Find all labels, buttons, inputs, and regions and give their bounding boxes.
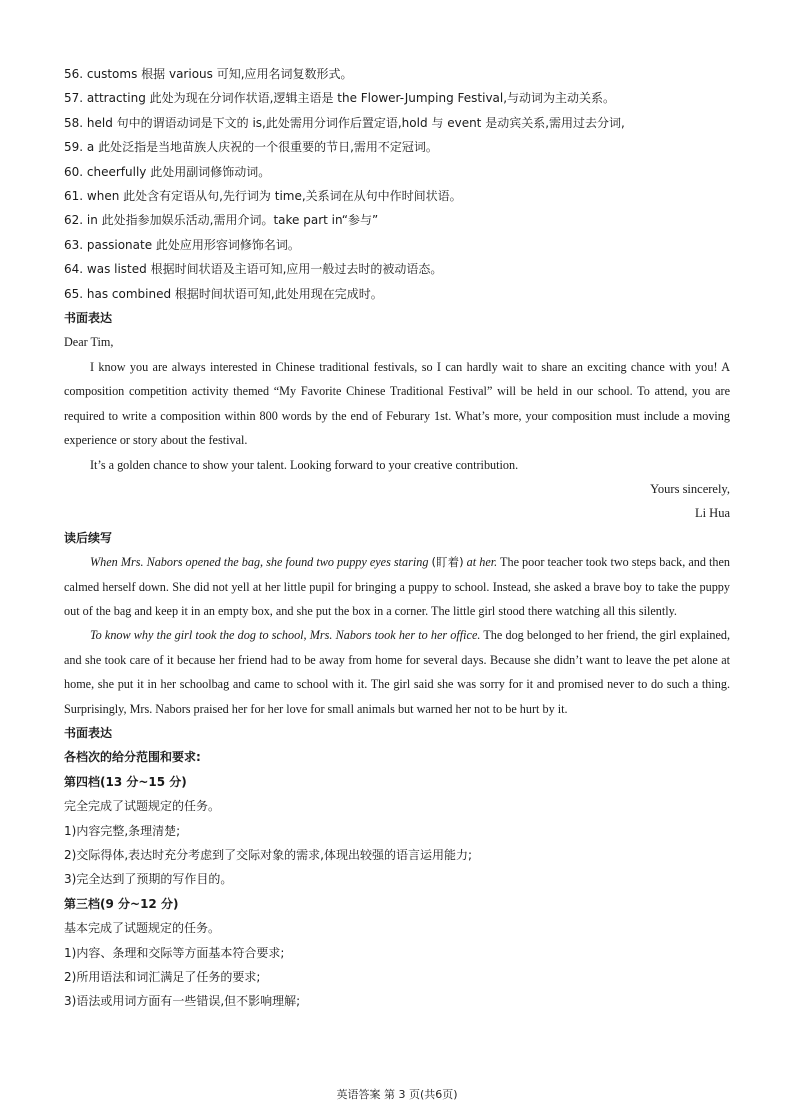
tier-3-line: 基本完成了试题规定的任务。 xyxy=(64,921,221,936)
answer-65: 65. has combined 根据时间状语可知,此处用现在完成时。 xyxy=(64,286,383,301)
tier-4-title: 第四档(13 分~15 分) xyxy=(64,774,187,789)
continuation-paragraph-2 xyxy=(64,623,730,721)
continuation-paragraph-1 xyxy=(64,550,730,623)
letter-body-2: It’s a golden chance to show your talent. Looking forward to your creative contribution. xyxy=(90,457,519,472)
page-content xyxy=(64,62,730,1014)
gloss-staring: (盯着) xyxy=(431,555,464,570)
section-heading-writing: 书面表达 xyxy=(64,311,113,326)
answer-57: 57. attracting 此处为现在分词作状语,逻辑主语是 the Flower-Jumping Festival,与动词为主动关系。 xyxy=(64,91,616,106)
paragraph-1-opening: When Mrs. Nabors opened the bag, she found two puppy eyes staring xyxy=(90,555,429,570)
answer-61: 61. when 此处含有定语从句,先行词为 time,关系词在从句中作时间状语。 xyxy=(64,189,462,204)
paragraph-1-opening-end: at her. xyxy=(466,555,498,570)
letter-closing: Yours sincerely, xyxy=(650,481,730,496)
tier-4-line: 1)内容完整,条理清楚; xyxy=(64,823,181,838)
paragraph-2-opening: To know why the girl took the dog to school, Mrs. Nabors took her to her office. xyxy=(90,628,481,643)
answer-59: 59. a 此处泛指是当地苗族人庆祝的一个很重要的节日,需用不定冠词。 xyxy=(64,140,438,155)
answer-60: 60. cheerfully 此处用副词修饰动词。 xyxy=(64,164,271,179)
answer-64: 64. was listed 根据时间状语及主语可知,应用一般过去时的被动语态。 xyxy=(64,262,443,277)
paragraph-1-text: The poor teacher took two steps back, and then calmed herself down. She did not yell at her little pupil for bringing a puppy to school. Instead, she asked a brave boy to take the puppy out of the bag and keep it in an empty box, and she put the box in a corner. The little girl stood there watching all this silently. xyxy=(64,555,731,618)
tier-3-title: 第三档(9 分~12 分) xyxy=(64,896,179,911)
tier-3-line: 3)语法或用词方面有一些错误,但不影响理解; xyxy=(64,994,301,1009)
page-footer: 英语答案 第 3 页(共6页) xyxy=(336,1088,458,1101)
scoring-subheading: 各档次的给分范围和要求: xyxy=(64,750,201,765)
tier-3-line: 1)内容、条理和交际等方面基本符合要求; xyxy=(64,945,285,960)
letter-signature: Li Hua xyxy=(694,506,730,521)
answer-62: 62. in 此处指参加娱乐活动,需用介词。take part in“参与” xyxy=(64,213,379,228)
tier-4-line: 2)交际得体,表达时充分考虑到了交际对象的需求,体现出较强的语言运用能力; xyxy=(64,848,472,862)
tier-4-line: 3)完全达到了预期的写作目的。 xyxy=(64,872,233,887)
tier-4-line: 完全完成了试题规定的任务。 xyxy=(64,799,221,814)
section-heading-scoring: 书面表达 xyxy=(64,725,113,740)
tier-3-line: 2)所用语法和词汇满足了任务的要求; xyxy=(64,970,261,985)
letter-greeting: Dear Tim, xyxy=(64,335,114,350)
answer-58: 58. held 句中的谓语动词是下文的 is,此处需用分词作后置定语,hold 与 event 是动宾关系,需用过去分词, xyxy=(64,115,625,130)
paragraph-2-text: The dog belonged to her friend, the girl explained, and she took care of it because her friend had to be away from home for several days. Because she didn’t want to leave the pet alone at home, she put it in her schoolbag and came to school with it. The girl said she was sorry for it and promised never to do such a thing. Surprisingly, Mrs. Nabors praised her for her love for small animals but warned her not to be hurt by it. xyxy=(64,628,731,716)
answer-63: 63. passionate 此处应用形容词修饰名词。 xyxy=(64,237,300,252)
letter-body-1: I know you are always interested in Chinese traditional festivals, so I can hardly wait to share an exciting chance with you! A composition competition activity themed “My Favorite Chinese Traditional Festival” will be held in our school. To attend, you are required to write a composition within 800 words by the end of Feburary 1st. What’s more, your composition must include a moving experience or story about the festival. xyxy=(64,359,730,448)
answer-56: 56. customs 根据 various 可知,应用名词复数形式。 xyxy=(64,67,353,81)
section-heading-continuation: 读后续写 xyxy=(64,530,113,545)
